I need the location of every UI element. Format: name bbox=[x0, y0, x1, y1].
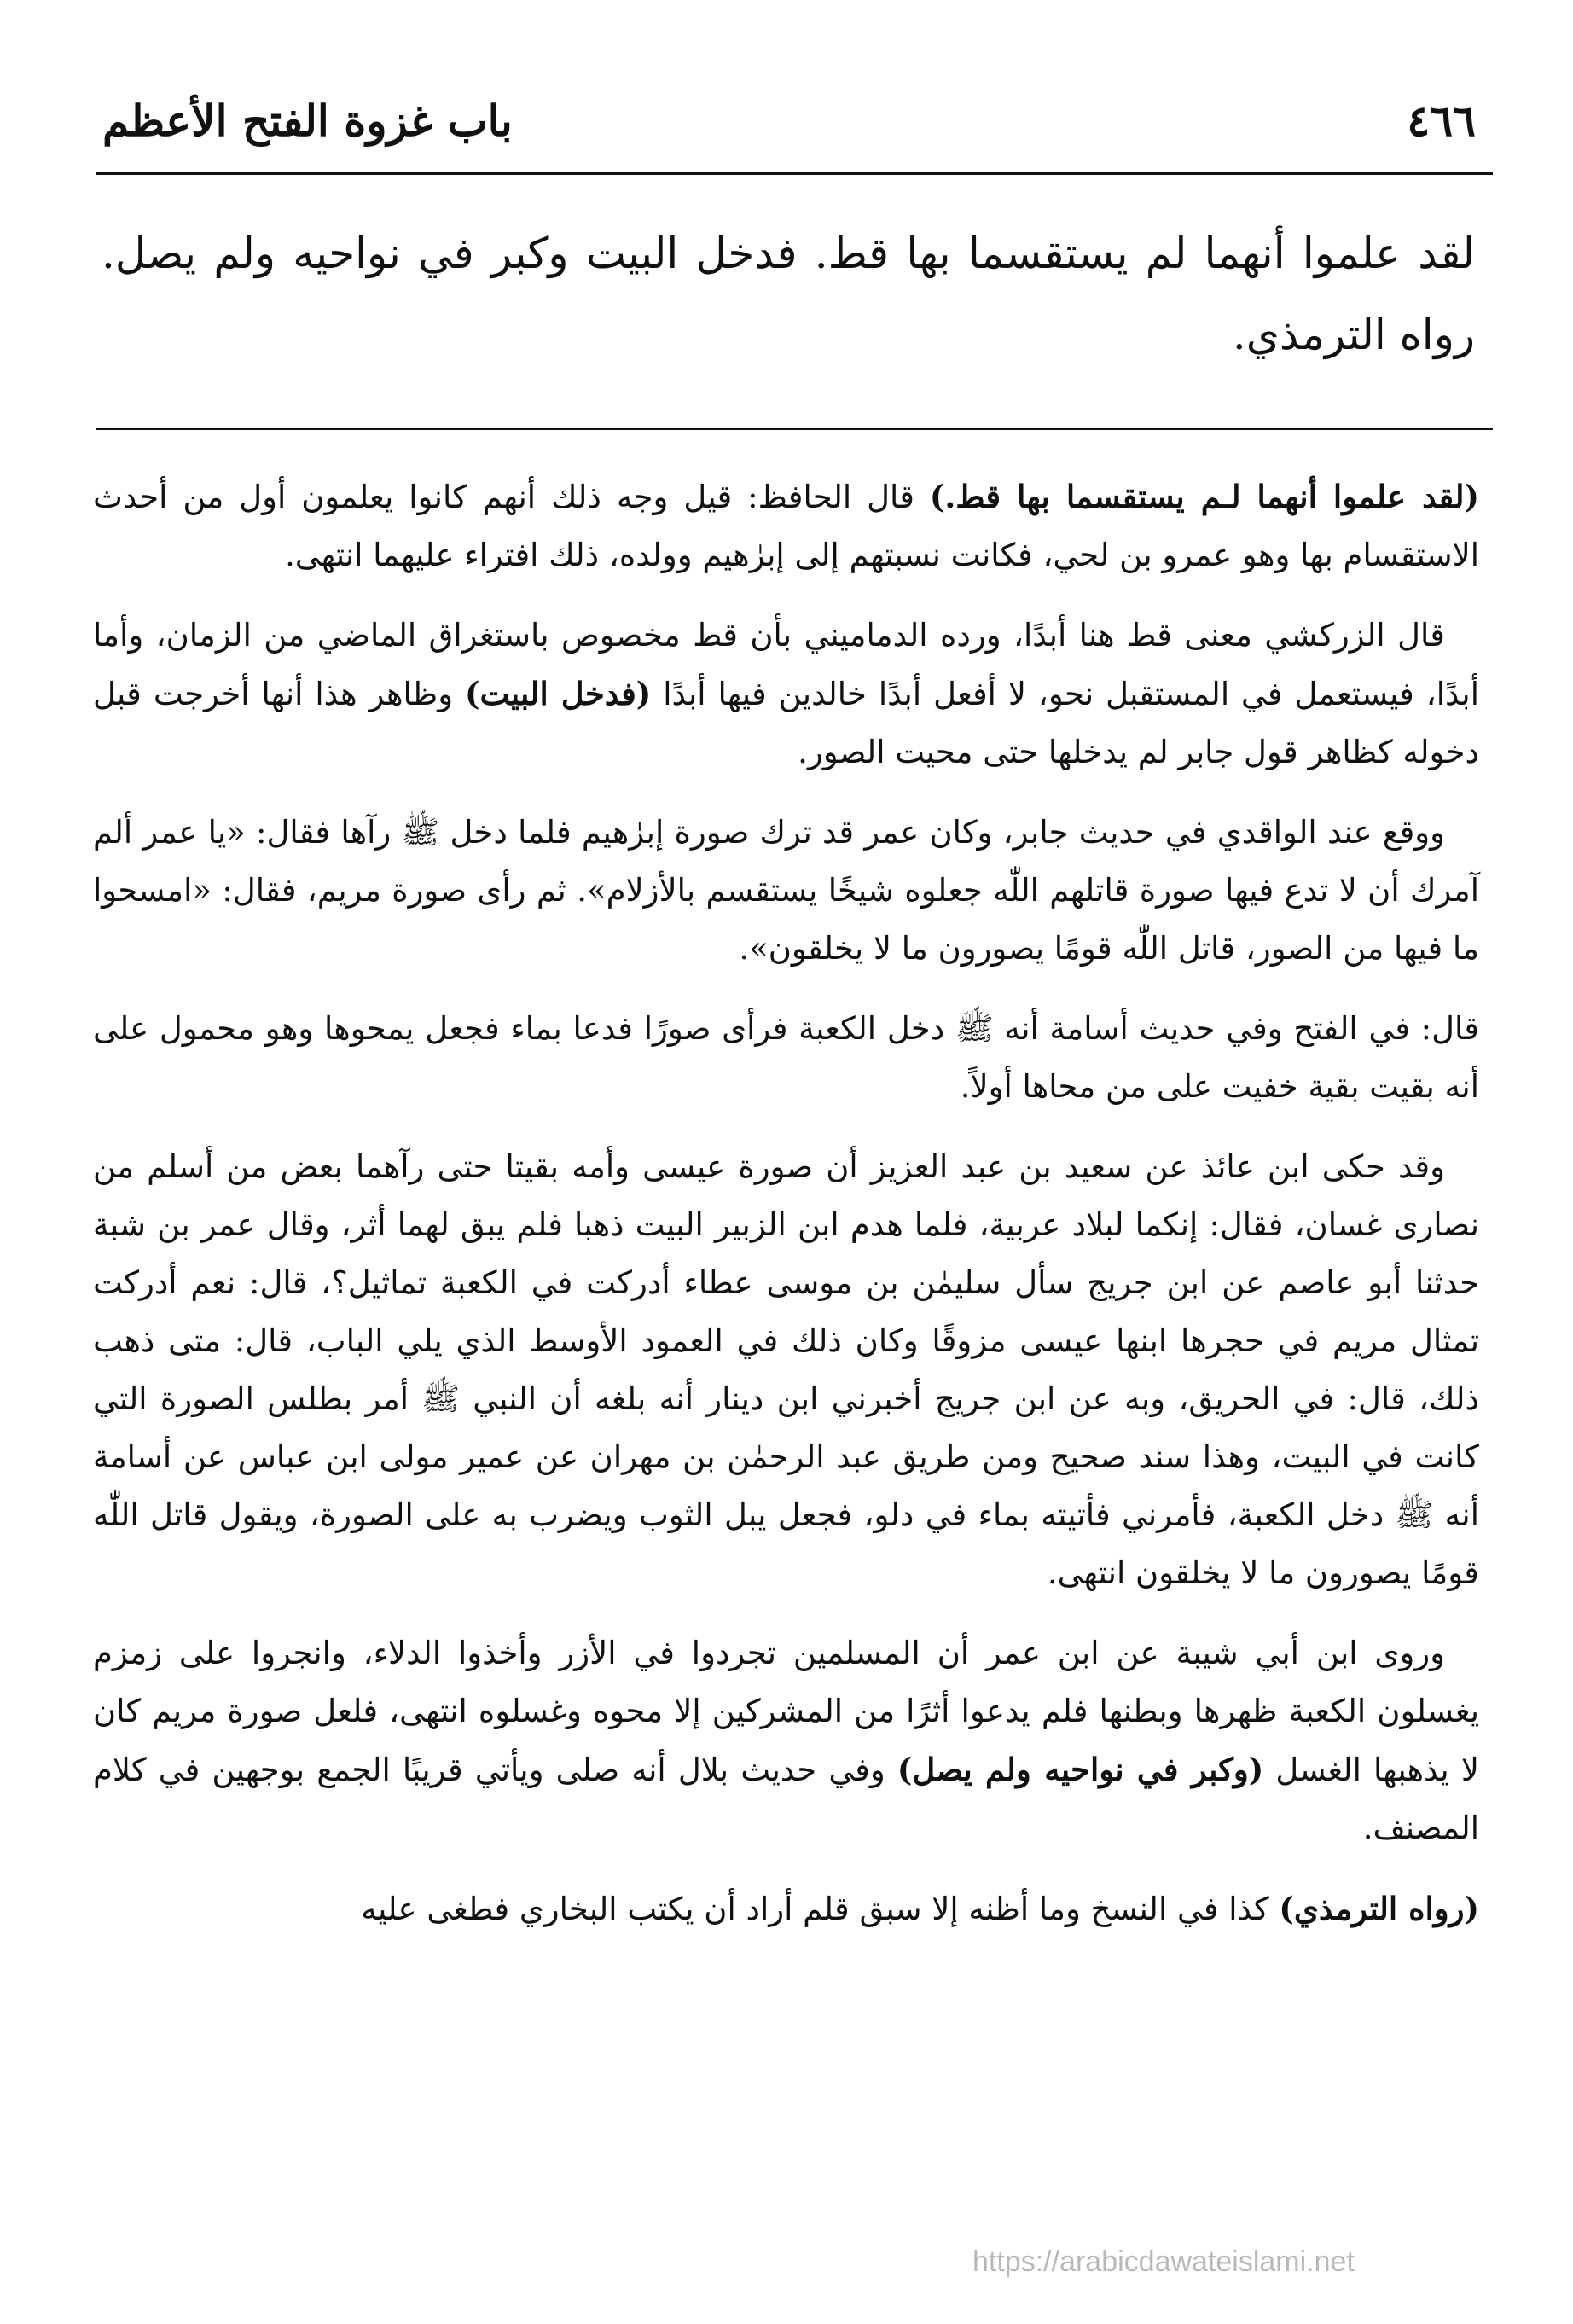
commentary-paragraph-6 bbox=[93, 1624, 1479, 1857]
section-divider bbox=[96, 428, 1493, 430]
commentary-text: وروى ابن أبي شيبة عن ابن عمر أن المسلمين تجردوا في الأزر وأخذوا الدلاء، وانجروا على زمزم يغسلون الكعبة ظهرها وبطنها فلم يدعوا أثرًا من المشركين إلا محوه وغسلوه انتهى، فلعل صورة مريم كان لا يذهبها الغسل bbox=[93, 1635, 1479, 1788]
commentary-paragraph-2 bbox=[93, 607, 1479, 781]
page-number: ٤٦٦ bbox=[1407, 96, 1476, 146]
commentary-text: وفي حديث بلال أنه صلى ويأتي قريبًا الجمع بوجهين في كلام المصنف. bbox=[93, 1752, 1479, 1846]
commentary-text: قال الزركشي معنى قط هنا أبدًا، ورده الدماميني بأن قط مخصوص باستغراق الماضي من الزمان، وأما أبدًا، فيستعمل في المستقبل نحو، لا أفعل أبدًا خالدين فيها أبدًا bbox=[93, 617, 1479, 712]
page-header bbox=[94, 92, 1493, 160]
commentary-paragraph-7 bbox=[93, 1880, 1479, 1938]
quoted-phrase: (لقد علموا أنهما لـم يستقسما بها قط.) bbox=[929, 478, 1479, 515]
hadith-text-block bbox=[102, 213, 1475, 375]
commentary-text: كذا في النسخ وما أظنه إلا سبق قلم أراد أن يكتب البخاري فطغى عليه bbox=[361, 1891, 1280, 1927]
header-rule bbox=[96, 172, 1493, 175]
commentary-text: وظاهر هذا أنها أخرجت قبل دخوله كظاهر قول جابر لم يدخلها حتى محيت الصور. bbox=[93, 676, 1479, 770]
commentary-paragraph-4: قال: في الفتح وفي حديث أسامة أنه ﷺ دخل الكعبة فرأى صورًا فدعا بماء فجعل يمحوها وهو محمول على أنه بقيت بقية خفيت على من محاها أولاً. bbox=[93, 1010, 1479, 1105]
quoted-phrase: (وكبر في نواحيه ولم يصل) bbox=[897, 1751, 1264, 1788]
quoted-phrase: (رواه الترمذي) bbox=[1279, 1890, 1479, 1927]
commentary-text: قال الحافظ: قيل وجه ذلك أنهم كانوا يعلمون أول من أحدث الاستقسام بها وهو عمرو بن لحي، فكانت نسبتهم إلى إبرٰهيم وولده، ذلك افتراء عليهما انتهى. bbox=[93, 479, 1479, 573]
chapter-title: باب غزوة الفتح الأعظم bbox=[102, 96, 513, 146]
commentary-paragraph-1 bbox=[93, 468, 1479, 584]
quoted-phrase: (فدخل البيت) bbox=[465, 675, 652, 712]
commentary-block bbox=[93, 468, 1479, 1961]
watermark-url: https://arabicdawateislami.net bbox=[972, 2246, 1355, 2278]
commentary-paragraph-5: وقد حكى ابن عائذ عن سعيد بن عبد العزيز أن صورة عيسى وأمه بقيتا حتى رآهما بعض من أسلم من نصارى غسان، فقال: إنكما لبلاد عربية، فلما هدم ابن الزبير البيت ذهبا فلم يبق لهما أثر، وقال عمر بن شبة حدثنا أبو عاصم عن ابن جريج سأل سليمٰن بن موسى عطاء أدركت في الكعبة تماثيل؟، قال: نعم أدركت تمثال مريم في حجرها ابنها عيسى مزوقًا وكان ذلك في العمود الأوسط الذي يلي الباب، قال: متى ذهب ذلك، قال: في الحريق، وبه عن ابن جريج أخبرني ابن دينار أنه بلغه أن النبي ﷺ أمر بطلس الصورة التي كانت في البيت، وهذا سند صحيح ومن طريق عبد الرحمٰن بن مهران عن عمير مولى ابن عباس عن أسامة أنه ﷺ دخل الكعبة، فأمرني فأتيته بماء في دلو، فجعل يبل الثوب ويضرب به على الصورة، ويقول قاتل اللّٰه قومًا يصورون ما لا يخلقون انتهى. bbox=[93, 1148, 1479, 1591]
hadith-text: لقد علموا أنهما لم يستقسما بها قط. فدخل البيت وكبر في نواحيه ولم يصل. رواه الترمذي. bbox=[102, 229, 1475, 359]
commentary-paragraph-3: ووقع عند الواقدي في حديث جابر، وكان عمر قد ترك صورة إبرٰهيم فلما دخل ﷺ رآها فقال: «يا عمر ألم آمرك أن لا تدع فيها صورة قاتلهم اللّٰه جعلوه شيخًا يستقسم بالأزلام». ثم رأى صورة مريم، فقال: «امسحوا ما فيها من الصور، قاتل اللّٰه قومًا يصورون ما لا يخلقون». bbox=[93, 814, 1479, 967]
